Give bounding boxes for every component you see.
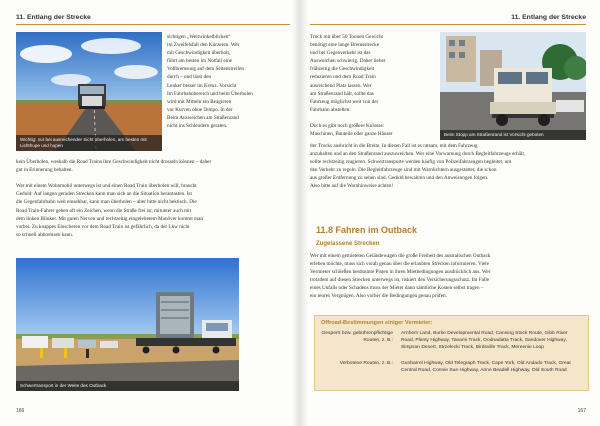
info-box-title: Offroad-Bestimmungen einiger Vermieter: bbox=[321, 320, 433, 326]
page-number-left: 166 bbox=[16, 408, 25, 414]
right-body-text: der Trucks ausbricht in die Breite. In diesen Fall ist es ratsam, mit dem Fahrzeug anzuhalten und an den Straßenrand auszuweichen. Wer eine Vorwarnung durch Begleitfahrzeuge erhält, sollte rechtzeitig reagieren. Schwertransporte werden häufig von Polizeifahrzeugen begleitet, um den Verkehr zu regeln. Die Begleitfahrzeuge sind mit Warnlichtern ausgestattet, die schon aus großer Entfernung zu sehen sind. Geduld bewahren und den Anweisungen folgen. Also bitte auf die Warnhinweise achten! bbox=[310, 143, 526, 190]
running-head-right: 11. Entlang der Strecke bbox=[511, 14, 586, 21]
left-column-text: sichtigen „Weitwinkelblicken“ im Zweifelsfall den Kürzeren. Wer mit Geschwindigkeit überholt, führt am besten im Notfall eine Vollbremsung auf dem Seitenstreifen durch – und lässt den Lenker besser im Kreuz. Vorsicht Im Fahrbahnbereich und beim Überholen wird mit Mitteln ein Reagieren vor Kurven ohne Tempo. In der Beim Ausweichen am Straßenrand nicht ins Schleudern geraten. bbox=[167, 34, 253, 130]
campervan-photo bbox=[440, 32, 586, 140]
section-heading: 11.8 Fahren im Outback bbox=[316, 225, 418, 235]
info-row-value: Arnhem Land, Burke Developmental Road, Canning Stock Route, Gibb River Road, Plenty Highway, Tanami Track, Oodnadatta Track, Sandover Highway, Simpson Desert, Strzelecki Track, Birdsville Track, Mereenie Loop bbox=[401, 331, 568, 350]
left-body-text: kein Überholen, weshalb die Road Trains ihre Geschwindigkeit nicht drosseln können – daher gut in Erinnerung behalten. Wer mit einem Wohnmobil unterwegs ist und einen Road Train überholen will, braucht Geduld: Auf langen geraden Strecken kann man sich an die Situation herantasten. Ist die Gegenfahrbahn weit einsehbar, kann man überholen – aber bitte nicht hektisch. Die Road Train-Fahrer geben oft ein Zeichen, wenn die Straße frei ist, mitunter auch mit dem linken Blinker. Mit guten Nerven und rechtzeitig eingeleitetem Manöver kommt man vorbei. Zu knappes Einscheren vor dem Road Train ist gefährlich, da der Lkw nicht so schnell abbremsen kann. bbox=[16, 159, 212, 238]
photo-caption: Wichtig: nur bei ausreichender Sicht überholen, am besten mit Lichthupe und hupen bbox=[16, 135, 162, 151]
heavy-load-image bbox=[16, 258, 239, 391]
section-body-text: Wer mit einem gemieteten Geländewagen die große Freiheit des australischen Outback erleben möchte, muss sich vorab genau über die erlaubten Strecken informieren. Viele Vermieter schließen bestimmte Pisten in ihren Mietbedingungen ausdrücklich aus. Wer trotzdem auf diesen Strecken unterwegs ist, riskiert den Versicherungsschutz. Im Falle eines Unfalls oder Schadens muss der Mieter dann sämtliche Kosten selbst tragen – ein teures Vergnügen. Also vorher die Bedingungen genau prüfen. bbox=[310, 253, 491, 300]
campervan-image bbox=[440, 32, 586, 140]
page-number-right: 167 bbox=[577, 408, 586, 414]
road-train-photo bbox=[16, 32, 162, 151]
offroad-info-box bbox=[314, 315, 589, 391]
heavy-load-photo bbox=[16, 258, 239, 391]
subsection-heading: Zugelassene Strecken bbox=[316, 241, 380, 247]
photo-caption: Schwertransport in der Weite des Outback bbox=[16, 381, 239, 391]
photo-caption: Beim Stopp am Straßenrand ist Vorsicht geboten bbox=[440, 130, 586, 140]
book-gutter bbox=[292, 0, 308, 426]
info-row-value: Gunbarrel Highway, Old Telegraph Track, Cape York, Old Andado Track, Great Central Road, Connie Sue Highway, Anne Beadell Highway, Old South Road bbox=[401, 361, 571, 373]
right-page bbox=[300, 0, 600, 426]
road-train-image bbox=[16, 32, 162, 151]
right-column-text: Truck mit über 50 Tonnen Gewicht benötigt eine lange Bremsstrecke und bei Gegenverkehr ist das Ausweichen schwierig. Daher lieber frühzeitig die Geschwindigkeit reduzieren und dem Road Train ausreichend Platz lassen. Wer am Straßenrand hält, sollte das Fahrzeug möglichst weit von der Fahrbahn abstellen. Doch es gibt noch größere Kolosse: Maschinen, Bauteile oder ganze Häuser bbox=[310, 34, 393, 138]
running-head-left: 11. Entlang der Strecke bbox=[16, 14, 91, 21]
header-rule-right bbox=[310, 24, 586, 25]
header-rule-left bbox=[16, 24, 290, 25]
info-row-label: Verbotene Routen, z. B.: bbox=[339, 361, 393, 366]
info-row-label: Gesperrt bzw. gebührenpflichtige Routen, z. B.: bbox=[321, 331, 393, 343]
